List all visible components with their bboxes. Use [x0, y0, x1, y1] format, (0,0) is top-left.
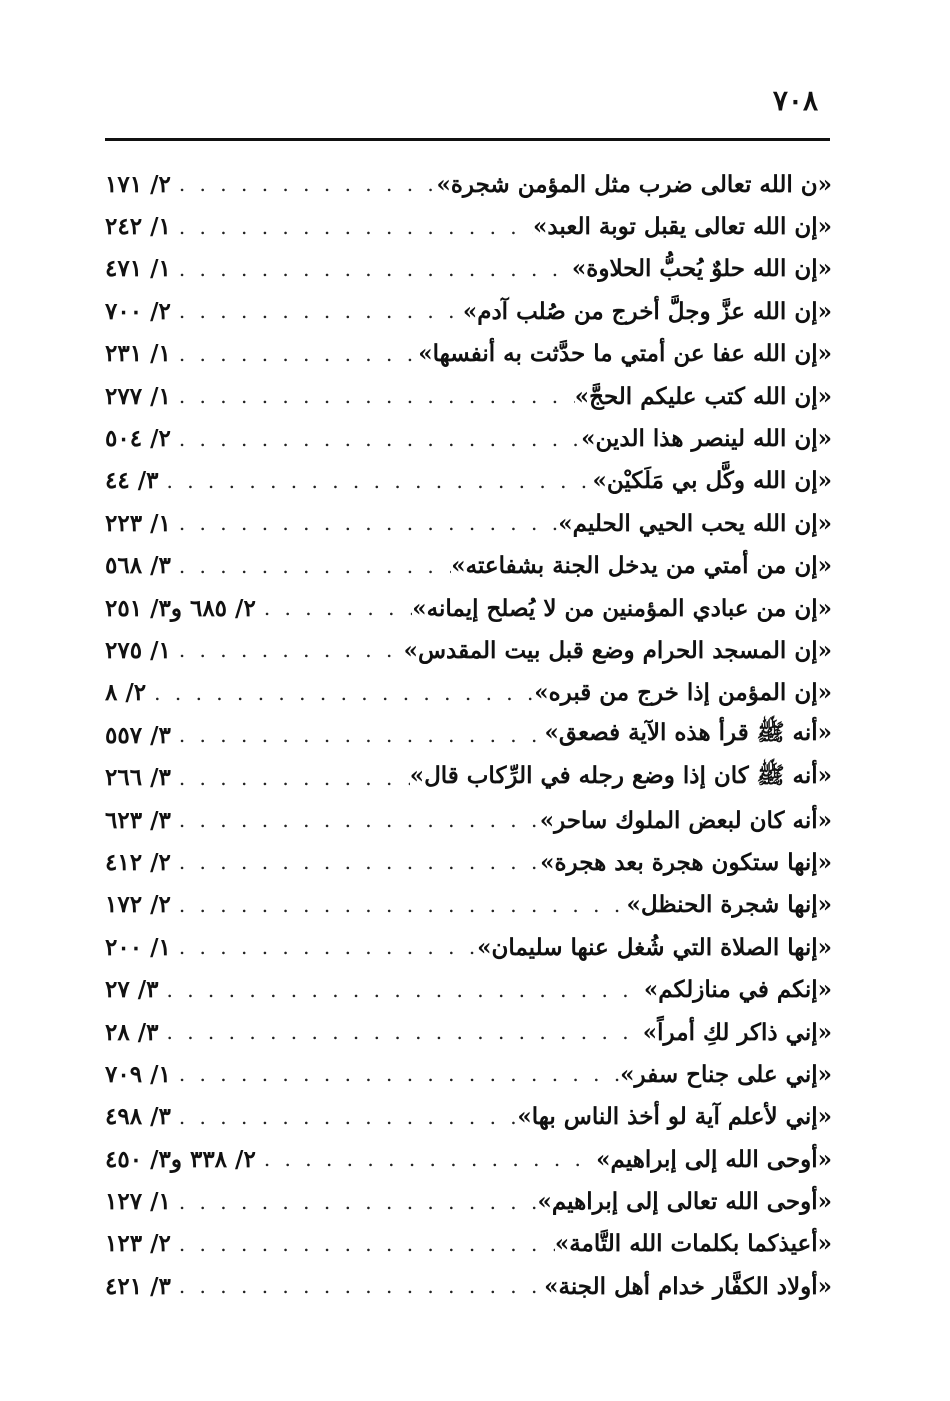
entry-reference: ٣/ ٥٥٧ [105, 721, 171, 749]
entry-text: «إني لأعلم آية لو أخذ الناس بها» [517, 1103, 832, 1131]
leader-dots [159, 978, 644, 1002]
entry-reference: ١/ ٢٠٠ [105, 933, 171, 961]
entry-text: «إن الله يحب الحيي الحليم» [558, 509, 832, 537]
entry-text: «ن الله تعالى ضرب مثل المؤمن شجرة» [436, 170, 832, 198]
leader-dots [256, 1147, 596, 1171]
header-rule [105, 138, 830, 141]
leader-dots [171, 1274, 544, 1298]
index-entry [105, 1096, 832, 1138]
index-entry [105, 1011, 832, 1053]
index-entry [105, 502, 832, 544]
entry-text: «إن المسجد الحرام وضع قبل بيت المقدس» [403, 636, 832, 664]
entry-reference: ١/ ٢٧٥ [105, 636, 171, 664]
leader-dots [159, 469, 593, 493]
entry-reference: ١/ ١٢٧ [105, 1188, 171, 1216]
leader-dots [256, 596, 412, 620]
leader-dots [171, 893, 627, 917]
entry-text: «أوحى الله إلى إبراهيم» [596, 1145, 832, 1173]
leader-dots [171, 299, 463, 323]
entry-text: «أوحى الله تعالى إلى إبراهيم» [537, 1188, 832, 1216]
index-entry [105, 545, 832, 587]
entry-reference: ١/ ٧٠٩ [105, 1060, 171, 1088]
entry-text: «إن الله حلوٌ يُحبُّ الحلاوة» [571, 255, 832, 283]
entry-reference: ٣/ ٤٢١ [105, 1272, 171, 1300]
entry-text: «إن الله لينصر هذا الدين» [581, 425, 832, 453]
index-entry [105, 248, 832, 290]
leader-dots [171, 1062, 620, 1086]
entry-text: «إن الله كتب عليكم الحجَّ» [574, 382, 832, 410]
index-entry [105, 163, 832, 205]
entry-text: «إنها ستكون هجرة بعد هجرة» [540, 848, 832, 876]
index-entry [105, 1223, 832, 1265]
entry-text: «إنها الصلاة التي شُغل عنها سليمان» [477, 933, 832, 961]
entry-reference: ١/ ٢٢٣ [105, 509, 171, 537]
leader-dots [171, 723, 545, 747]
page-number: ٧٠٨ [772, 84, 818, 117]
index-entry [105, 375, 832, 417]
entry-text: «أعيذكما بكلمات الله التَّامة» [554, 1230, 832, 1258]
leader-dots [171, 935, 477, 959]
leader-dots [171, 638, 404, 662]
leader-dots [171, 427, 581, 451]
leader-dots [171, 1232, 555, 1256]
index-entry [105, 205, 832, 247]
entry-text: «إن الله عفا عن أمتي ما حدَّثت به أنفسها» [418, 340, 832, 368]
leader-dots [171, 1105, 518, 1129]
entry-reference: ٢/ ٣٣٨ و٣/ ٤٥٠ [105, 1145, 256, 1173]
index-entries [105, 163, 832, 1308]
leader-dots [171, 554, 451, 578]
entry-text: «إنكم في منازلكم» [643, 976, 832, 1004]
entry-reference: ٢/ ١٧١ [105, 170, 171, 198]
entry-reference: ٣/ ٢٨ [105, 1018, 159, 1046]
index-entry [105, 672, 832, 714]
leader-dots [159, 1020, 643, 1044]
entry-reference: ٢/ ٧٠٠ [105, 297, 171, 325]
entry-text: «أولاد الكفَّار خدام أهل الجنة» [544, 1272, 832, 1300]
entry-text: «إن الله وكَّل بي مَلَكيْن» [592, 467, 832, 495]
index-entry [105, 1138, 832, 1180]
entry-text: «إني على جناح سفر» [620, 1060, 832, 1088]
entry-reference: ١/ ٢٣١ [105, 340, 171, 368]
index-entry [105, 714, 832, 756]
entry-reference: ١/ ٤٧١ [105, 255, 171, 283]
entry-text: «إني ذاكر لكِ أمراً» [642, 1018, 832, 1046]
entry-reference: ٢/ ٦٨٥ و٣/ ٢٥١ [105, 594, 256, 622]
index-entry [105, 884, 832, 926]
entry-reference: ٣/ ٤٤ [105, 467, 159, 495]
entry-reference: ٣/ ٢٦٦ [105, 764, 171, 792]
entry-reference: ٣/ ٤٩٨ [105, 1103, 171, 1131]
leader-dots [171, 766, 410, 790]
index-entry [105, 460, 832, 502]
index-entry [105, 1053, 832, 1095]
index-entry [105, 629, 832, 671]
leader-dots [146, 681, 534, 705]
leader-dots [171, 1190, 538, 1214]
index-entry [105, 968, 832, 1010]
entry-reference: ٢/ ١٧٢ [105, 891, 171, 919]
index-entry [105, 926, 832, 968]
index-entry [105, 841, 832, 883]
index-entry [105, 417, 832, 459]
leader-dots [171, 808, 540, 832]
entry-reference: ٢/ ١٢٣ [105, 1230, 171, 1258]
entry-reference: ٣/ ٦٢٣ [105, 806, 171, 834]
entry-text: «إن الله عزَّ وجلَّ أخرج من صُلب آدم» [462, 297, 832, 325]
index-entry [105, 290, 832, 332]
entry-text: «إن من أمتي من يدخل الجنة بشفاعته» [451, 552, 832, 580]
entry-text: «أنه ﷺ كان إذا وضع رجله في الرِّكاب قال» [409, 761, 832, 789]
entry-text: «أنه كان لبعض الملوك ساحر» [539, 806, 832, 834]
entry-reference: ٢/ ٤١٢ [105, 848, 171, 876]
leader-dots [171, 215, 533, 239]
entry-text: «إنها شجرة الحنظل» [626, 891, 832, 919]
leader-dots [171, 257, 572, 281]
entry-reference: ٣/ ٥٦٨ [105, 552, 171, 580]
index-entry [105, 799, 832, 841]
index-entry [105, 756, 832, 798]
entry-reference: ٢/ ٥٠٤ [105, 425, 171, 453]
index-entry [105, 1180, 832, 1222]
entry-reference: ٢/ ٨ [105, 679, 147, 707]
leader-dots [171, 172, 437, 196]
index-entry [105, 1265, 832, 1307]
entry-text: «إن من عبادي المؤمنين من لا يُصلح إيمانه» [412, 594, 832, 622]
entry-text: «إن المؤمن إذا خرج من قبره» [534, 679, 832, 707]
entry-text: «إن الله تعالى يقبل توبة العبد» [532, 213, 832, 241]
leader-dots [171, 342, 418, 366]
entry-text: «أنه ﷺ قرأ هذه الآية فصعق» [544, 719, 832, 747]
leader-dots [171, 850, 540, 874]
entry-reference: ١/ ٢٤٢ [105, 213, 171, 241]
entry-reference: ١/ ٢٧٧ [105, 382, 171, 410]
leader-dots [171, 384, 575, 408]
leader-dots [171, 511, 558, 535]
index-entry [105, 333, 832, 375]
entry-reference: ٣/ ٢٧ [105, 976, 159, 1004]
index-entry [105, 587, 832, 629]
